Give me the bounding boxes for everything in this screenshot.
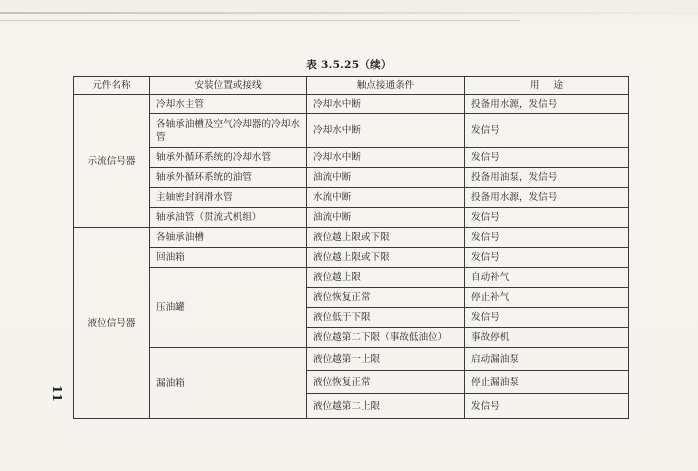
condition-cell: 液位越上限或下限 [307,248,465,268]
use-cell: 发信号 [465,148,629,168]
condition-cell: 液位低于下限 [307,308,465,328]
use-cell: 发信号 [465,394,629,419]
use-cell: 自动补气 [465,268,629,288]
signal-device-table [73,76,629,419]
use-cell: 停止补气 [465,288,629,308]
condition-cell: 冷却水中断 [307,148,465,168]
condition-cell: 冷却水中断 [307,114,465,148]
table-caption: 表 3.5.25（续） [306,59,392,71]
location-cell: 各轴承油槽 [150,228,307,248]
header-contact-condition: 触点接通条件 [307,77,465,95]
component-name-level-signal: 液位信号器 [74,228,150,419]
location-cell: 轴承油管（贯流式机组） [150,208,307,228]
condition-cell: 液位恢复正常 [307,288,465,308]
condition-cell: 油流中断 [307,168,465,188]
location-cell: 轴承外循环系统的冷却水管 [150,148,307,168]
use-cell: 投备用水源，发信号 [465,95,629,114]
location-cell: 漏油箱 [150,348,307,419]
condition-cell: 液位越第一上限 [307,348,465,371]
use-cell: 投备用油泵，发信号 [465,168,629,188]
location-cell: 各轴承油槽及空气冷却器的冷却水管 [150,114,307,148]
use-cell: 发信号 [465,228,629,248]
condition-cell: 冷却水中断 [307,95,465,114]
location-cell: 主轴密封润滑水管 [150,188,307,208]
condition-cell: 液位越第二上限 [307,394,465,419]
location-cell: 冷却水主管 [150,95,307,114]
location-cell: 回油箱 [150,248,307,268]
top-border-rule [0,12,698,14]
condition-cell: 液位越第二下限（事故低油位） [307,328,465,348]
header-use: 用途 [465,77,629,95]
use-cell: 发信号 [465,308,629,328]
table-row [74,114,629,148]
condition-cell: 液位恢复正常 [307,371,465,394]
table-row [74,248,629,268]
table-row [74,208,629,228]
table-row [74,95,629,114]
component-name-flow-signal: 示流信号器 [74,95,150,228]
use-cell: 发信号 [465,248,629,268]
use-cell: 启动漏油泵 [465,348,629,371]
location-cell: 轴承外循环系统的油管 [150,168,307,188]
table-row [74,268,629,288]
table-row [74,148,629,168]
condition-cell: 油流中断 [307,208,465,228]
condition-cell: 液位越上限 [307,268,465,288]
header-component-name: 元件名称 [74,77,150,95]
table-header-row [74,77,629,95]
condition-cell: 水流中断 [307,188,465,208]
table-row [74,228,629,248]
location-cell: 压油罐 [150,268,307,348]
table-row [74,348,629,371]
top-border-rule-secondary [0,20,520,21]
use-cell: 停止漏油泵 [465,371,629,394]
use-cell: 事故停机 [465,328,629,348]
use-cell: 投备用水源，发信号 [465,188,629,208]
use-cell: 发信号 [465,208,629,228]
condition-cell: 液位越上限或下限 [307,228,465,248]
table-row [74,188,629,208]
header-install-location: 安装位置或接线 [150,77,307,95]
use-cell: 发信号 [465,114,629,148]
table-row [74,168,629,188]
page-number: 11 [50,385,64,402]
